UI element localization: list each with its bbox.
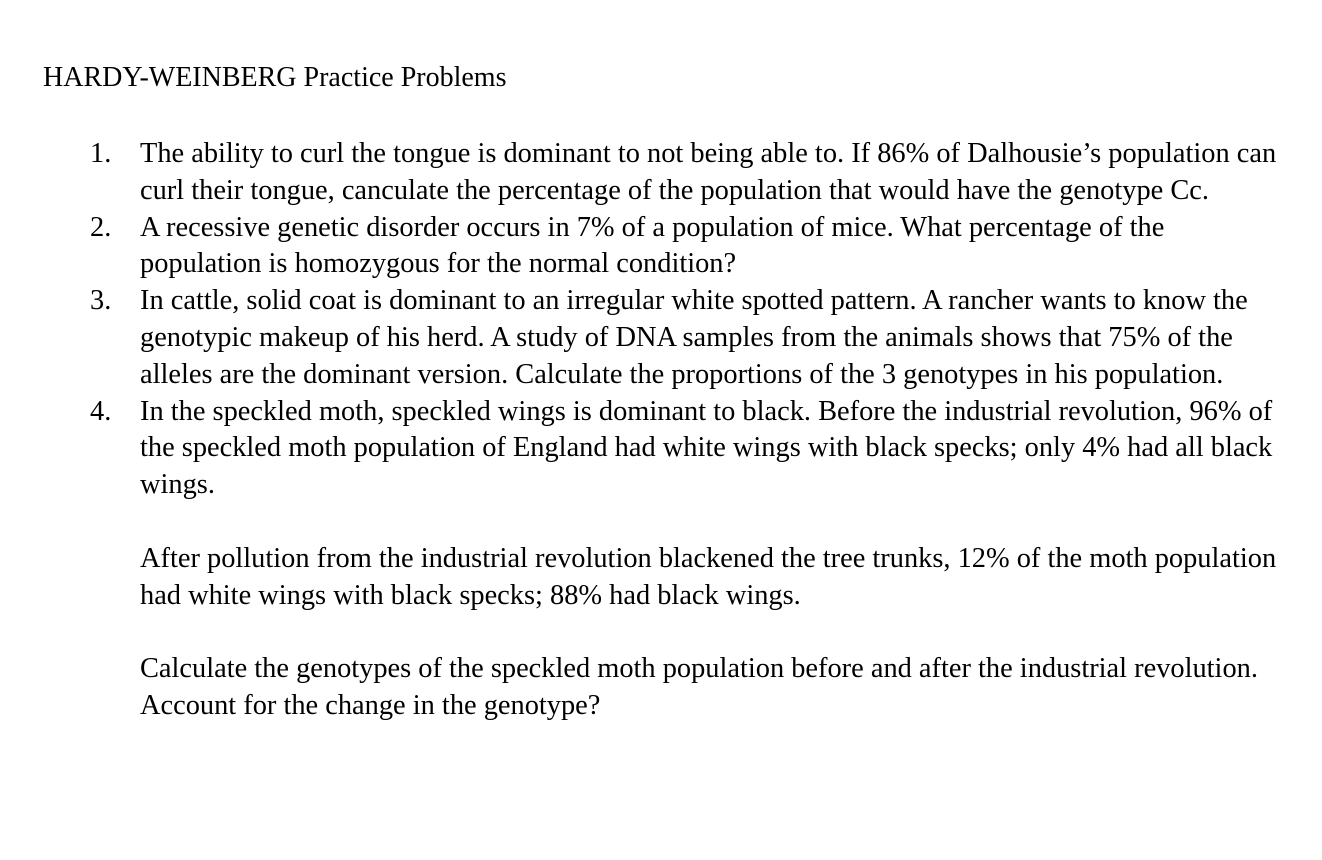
problem-item-4 [0, 394, 1290, 725]
problem-number: 1. [90, 138, 112, 169]
document-title: HARDY-WEINBERG Practice Problems [43, 62, 507, 93]
problem-text: A recessive genetic disorder occurs in 7% of a population of mice. What percentage of the population is homozygous for the normal condition? [140, 211, 1165, 280]
problem-item-3 [0, 283, 1290, 393]
problem-text: After pollution from the industrial revolution blackened the tree trunks, 12% of the moth population had white wings with black specks; 88% had black wings. [140, 542, 1277, 611]
problem-number: 4. [90, 395, 112, 427]
problem-item-1 [0, 136, 1290, 210]
problem-item-2 [0, 210, 1290, 284]
problem-number: 3. [90, 285, 112, 317]
problem-text: In cattle, solid coat is dominant to an irregular white spotted pattern. A rancher wants to know the genotypic makeup of his herd. A study of DNA samples from the animals shows that 75% of the alleles are the dominant version. Calculate the proportions of the 3 genotypes in his population. [140, 285, 1248, 390]
problem-list [0, 136, 1322, 725]
problem-text: In the speckled moth, speckled wings is dominant to black. Before the industrial revolution, 96% of the speckled moth population of England had white wings with black specks; only 4% had all black wings. [140, 395, 1273, 501]
problem-number: 2. [90, 211, 112, 243]
problem-text: The ability to curl the tongue is dominant to not being able to. If 86% of Dalhousie’s population can curl their tongue, canculate the percentage of the population that would have the genotype Cc. [140, 138, 1277, 206]
problem-text: Calculate the genotypes of the speckled moth population before and after the industrial revolution. Account for the change in the genotype? [140, 653, 1258, 721]
